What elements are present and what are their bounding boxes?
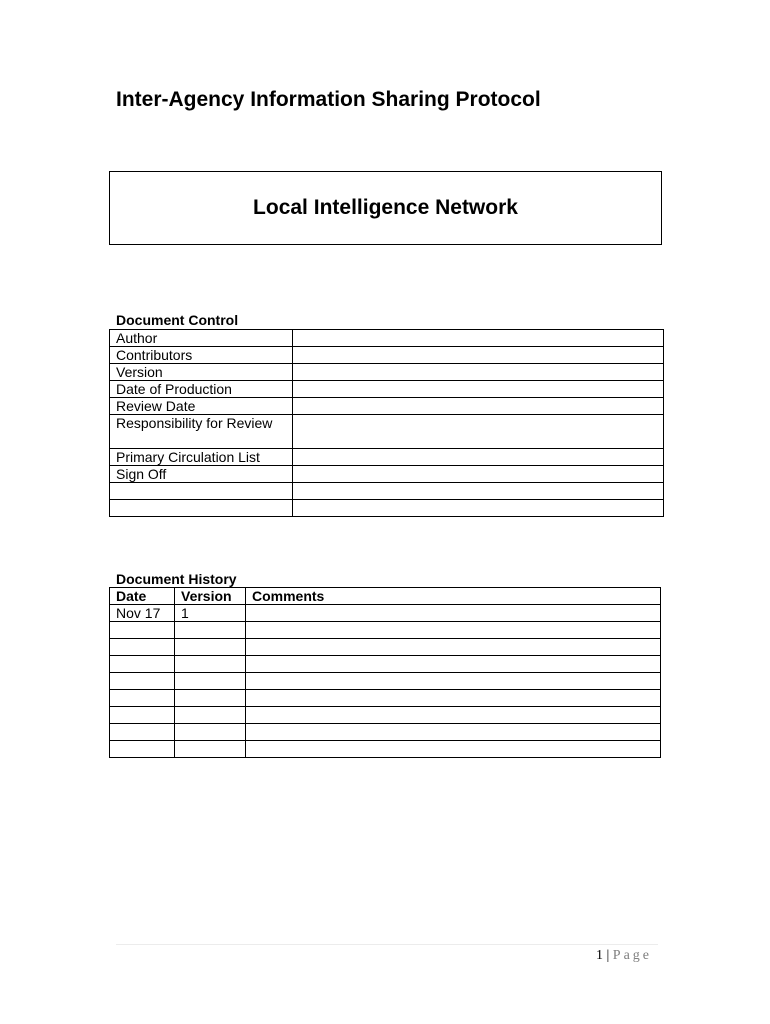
history-comments bbox=[246, 656, 661, 673]
control-value bbox=[293, 398, 664, 415]
table-row bbox=[110, 449, 664, 466]
table-row bbox=[110, 690, 661, 707]
history-comments bbox=[246, 690, 661, 707]
table-row bbox=[110, 483, 664, 500]
history-version: 1 bbox=[175, 605, 246, 622]
history-version bbox=[175, 622, 246, 639]
history-date bbox=[110, 690, 175, 707]
document-control-caption: Document Control bbox=[116, 312, 239, 328]
table-row bbox=[110, 673, 661, 690]
history-version bbox=[175, 707, 246, 724]
history-date bbox=[110, 673, 175, 690]
table-row bbox=[110, 330, 664, 347]
history-version bbox=[175, 724, 246, 741]
history-version bbox=[175, 741, 246, 758]
table-row bbox=[110, 500, 664, 517]
control-label: Date of Production bbox=[110, 381, 293, 398]
control-label: Primary Circulation List bbox=[110, 449, 293, 466]
control-label: Review Date bbox=[110, 398, 293, 415]
history-version bbox=[175, 690, 246, 707]
table-row bbox=[110, 724, 661, 741]
table-row bbox=[110, 466, 664, 483]
history-comments bbox=[246, 741, 661, 758]
history-comments bbox=[246, 724, 661, 741]
history-comments bbox=[246, 639, 661, 656]
column-header-comments: Comments bbox=[246, 588, 661, 605]
control-value bbox=[293, 364, 664, 381]
control-value bbox=[293, 500, 664, 517]
table-row bbox=[110, 364, 664, 381]
page-footer bbox=[596, 948, 652, 964]
history-comments bbox=[246, 707, 661, 724]
table-header-row bbox=[110, 588, 661, 605]
table-row bbox=[110, 656, 661, 673]
history-date bbox=[110, 639, 175, 656]
history-date bbox=[110, 622, 175, 639]
history-date bbox=[110, 707, 175, 724]
history-comments bbox=[246, 622, 661, 639]
table-row bbox=[110, 707, 661, 724]
control-label: Author bbox=[110, 330, 293, 347]
column-header-version: Version bbox=[175, 588, 246, 605]
page-number: 1 bbox=[595, 948, 603, 963]
control-label bbox=[110, 483, 293, 500]
document-title: Inter-Agency Information Sharing Protocol bbox=[116, 88, 541, 111]
history-date: Nov 17 bbox=[110, 605, 175, 622]
page-word: Page bbox=[612, 948, 652, 963]
control-value bbox=[293, 466, 664, 483]
table-row bbox=[110, 381, 664, 398]
history-version bbox=[175, 673, 246, 690]
table-row bbox=[110, 398, 664, 415]
footer-divider bbox=[116, 944, 658, 945]
document-history-table bbox=[109, 587, 661, 758]
control-label: Contributors bbox=[110, 347, 293, 364]
table-row bbox=[110, 622, 661, 639]
history-comments bbox=[246, 605, 661, 622]
control-label: Sign Off bbox=[110, 466, 293, 483]
control-label: Responsibility for Review bbox=[110, 415, 293, 449]
document-subtitle: Local Intelligence Network bbox=[253, 196, 518, 219]
table-row bbox=[110, 415, 664, 449]
column-header-date: Date bbox=[110, 588, 175, 605]
control-label: Version bbox=[110, 364, 293, 381]
control-value bbox=[293, 347, 664, 364]
control-label bbox=[110, 500, 293, 517]
history-version bbox=[175, 639, 246, 656]
table-row bbox=[110, 347, 664, 364]
document-history-caption: Document History bbox=[116, 571, 237, 587]
subtitle-box bbox=[109, 171, 662, 245]
table-row bbox=[110, 741, 661, 758]
table-row bbox=[110, 605, 661, 622]
history-version bbox=[175, 656, 246, 673]
control-value bbox=[293, 330, 664, 347]
page-separator: | bbox=[606, 948, 610, 963]
control-value bbox=[293, 449, 664, 466]
control-value bbox=[293, 483, 664, 500]
control-value bbox=[293, 415, 664, 449]
control-value bbox=[293, 381, 664, 398]
history-comments bbox=[246, 673, 661, 690]
history-date bbox=[110, 741, 175, 758]
history-date bbox=[110, 724, 175, 741]
table-row bbox=[110, 639, 661, 656]
history-date bbox=[110, 656, 175, 673]
document-control-table bbox=[109, 329, 664, 517]
